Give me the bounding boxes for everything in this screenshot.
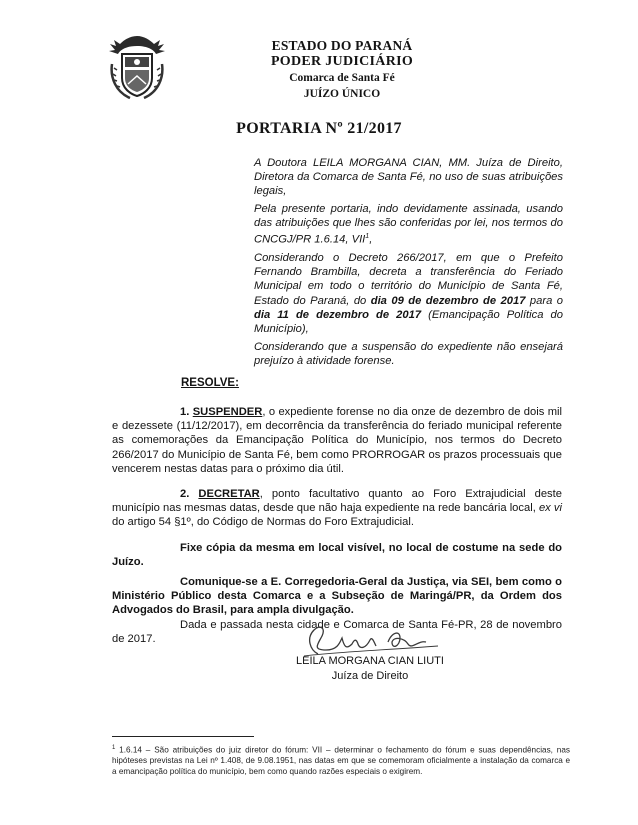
document-title: PORTARIA Nº 21/2017 (236, 120, 402, 137)
footnote-marker: 1 (112, 745, 116, 751)
signer-role: Juíza de Direito (331, 670, 409, 682)
resolution-body (112, 405, 562, 646)
preamble (254, 156, 563, 372)
preamble-portaria-text: Pela presente portaria, indo devidamente assinada, usando das atribuições que lhes são conferidas por lei, nos termos do CNCGJ/PR 1.6.14, VII (254, 203, 563, 247)
item-1-number: 1. (180, 406, 193, 418)
preamble-portaria-end: , (369, 234, 373, 247)
closing-fixe: Fixe cópia da mesma em local visível, no local de costume na sede do Juízo. (112, 541, 562, 568)
footnote-ref: 1 (365, 233, 370, 241)
footnote-text: 1.6.14 – São atribuições do juiz diretor do fórum: VII – determinar o fechamento do fórum e suas dependências, nas hipóteses previstas na Lei nº 1.408, de 9.08.1951, nas datas em que se comemoram oficialmente a instalação da comarca e a emancipação política do município, bem como quando razões especiais o exigirem. (112, 745, 570, 776)
header-state: ESTADO DO PARANÁ (271, 38, 413, 53)
item-2-ex-vi: ex vi (538, 502, 562, 515)
item-2-text-b: do artigo 54 §1º, do Código de Normas do Foro Extrajudicial. (112, 516, 414, 529)
item-2-lead: DECRETAR (198, 488, 260, 501)
decree-text-c: para o (525, 294, 563, 307)
resolve-heading: RESOLVE: (181, 377, 239, 389)
preamble-decree (254, 251, 563, 336)
footnote (112, 743, 570, 778)
header-comarca: Comarca de Santa Fé (289, 72, 395, 84)
preamble-judge: A Doutora LEILA MORGANA CIAN, MM. Juíza de Direito, Diretora da Comarca de Santa Fé, no uso de suas atribuições legais, (254, 157, 563, 198)
signer-block (286, 654, 454, 684)
item-1-text: , o expediente forense no dia onze de dezembro de dois mil e dezessete (11/12/2017), em decorrência da transferência do feriado municipal referente as comemorações da Emancipação Política do Município, nos termos do Decreto 266/2017 do Município de Santa Fé, bem como PRORROGAR os prazos processuais que vencerem nestas datas para o próximo dia útil. (112, 406, 562, 475)
item-2-number: 2. (180, 488, 199, 501)
closing-dada: Dada e passada nesta cidade e Comarca de Santa Fé-PR, 28 de novembro de 2017. (112, 618, 562, 645)
header-judiciary: PODER JUDICIÁRIO (270, 54, 414, 69)
decree-text-a: Considerando o Decreto 266/2017, em que o Prefeito Fernando Brambilla, decreta a transferência do Feriado Municipal em todo o território do Município de Santa Fé, Estado do Paraná, do (254, 252, 563, 307)
decree-text-d: (Emancipação Política do Município), (254, 308, 563, 335)
preamble-portaria (254, 202, 563, 247)
closing-comunique: Comunique-se a E. Corregedoria-Geral da Justiça, via SEI, bem como o Ministério Público desta Comarca e a Subseção de Maringá/PR, da Ordem dos Advogados do Brasil, para ampla divulgação. (112, 576, 562, 617)
court-header (232, 38, 452, 102)
footnote-divider (112, 736, 254, 737)
preamble-consideration: Considerando que a suspensão do expediente não ensejará prejuízo à atividade forense. (254, 340, 563, 367)
item-2-text-a: , ponto facultativo quanto ao Foro Extrajudicial deste município nas mesmas datas, desde que não haja expediente na rede bancária local, (112, 488, 562, 515)
decree-date-to: dia 11 de dezembro de 2017 (254, 308, 422, 321)
decree-date-from: dia 09 de dezembro de 2017 (370, 294, 526, 307)
item-suspender (112, 405, 562, 476)
header-juizo: JUÍZO ÚNICO (303, 88, 381, 100)
signer-name: LEILA MORGANA CIAN LIUTI (296, 655, 444, 667)
parana-coat-of-arms-icon (106, 34, 168, 102)
item-decretar (112, 487, 562, 530)
item-1-lead: SUSPENDER (192, 406, 263, 418)
